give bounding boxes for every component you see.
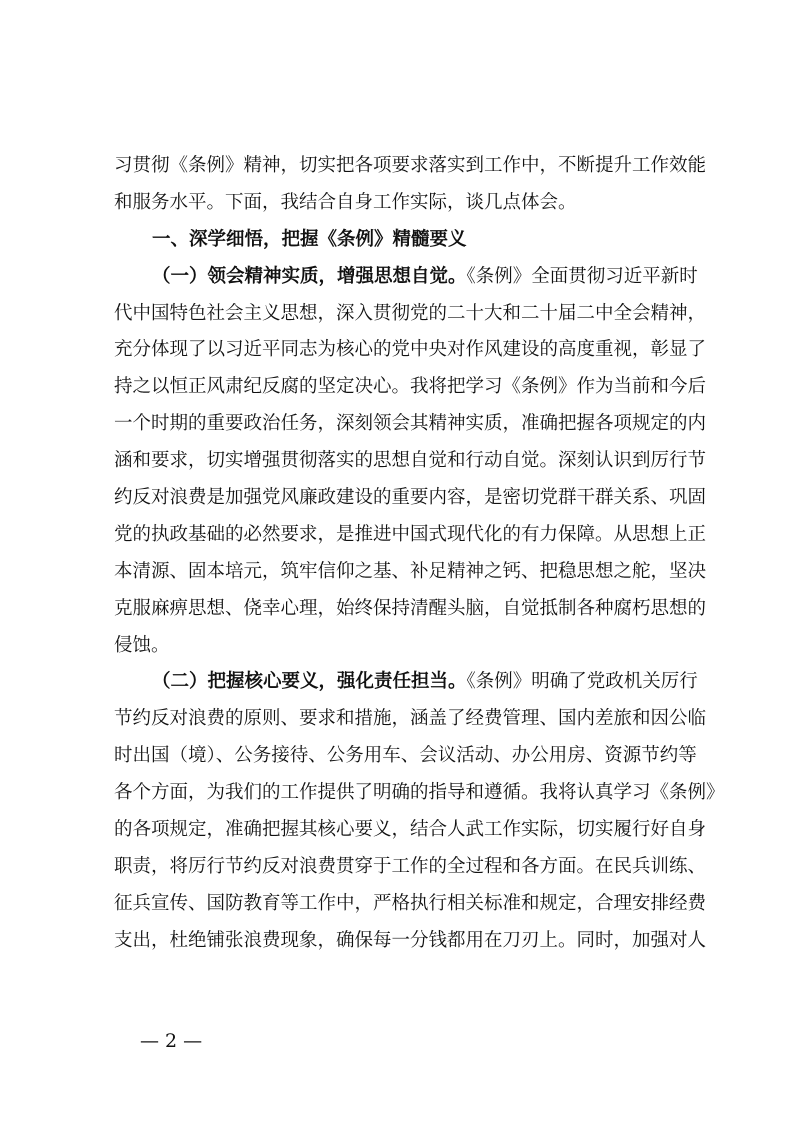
subheading-lead: （二）把握核心要义，强化责任担当。 bbox=[152, 671, 467, 693]
paragraph-2 bbox=[114, 664, 725, 959]
section-heading: 一、深学细悟，把握《条例》精髓要义 bbox=[152, 228, 467, 250]
text-line: 时出国（境）、公务接待、公务用车、会议活动、办公用房、资源节约等 bbox=[114, 745, 697, 767]
text-line: 涵和要求，切实增强贯彻落实的思想自觉和行动自觉。深刻认识到厉行节 bbox=[114, 450, 707, 472]
page-number: — 2 — bbox=[140, 1030, 203, 1052]
text-line bbox=[114, 664, 698, 701]
subheading-lead: （一）领会精神实质，增强思想自觉。 bbox=[152, 265, 467, 287]
text-line: 习贯彻《条例》精神，切实把各项要求落实到工作中，不断提升工作效能 bbox=[114, 155, 707, 176]
text-line: 的各项规定，准确把握其核心要义，结合人武工作实际，切实履行好自身 bbox=[114, 819, 707, 841]
document-body bbox=[114, 148, 725, 960]
text-line: 侵蚀。 bbox=[114, 634, 170, 656]
text-line: 约反对浪费是加强党风廉政建设的重要内容，是密切党群干群关系、巩固 bbox=[114, 487, 707, 509]
text-run: 《条例》明确了党政机关厉行 bbox=[466, 671, 698, 693]
text-line: 各个方面，为我们的工作提供了明确的指导和遵循。我将认真学习《条例》 bbox=[114, 782, 725, 804]
paragraph-1 bbox=[114, 259, 707, 665]
text-line: 一个时期的重要政治任务，深刻领会其精神实质，准确把握各项规定的内 bbox=[114, 413, 707, 435]
text-line: 持之以恒正风肃纪反腐的坚定决心。我将把学习《条例》作为当前和今后 bbox=[114, 376, 707, 398]
text-run: 《条例》全面贯彻习近平新时 bbox=[466, 265, 698, 287]
paragraph-intro bbox=[114, 148, 707, 222]
text-line: 本清源、固本培元，筑牢信仰之基、补足精神之钙、把稳思想之舵，坚决 bbox=[114, 560, 707, 582]
text-line: 充分体现了以习近平同志为核心的党中央对作风建设的高度重视，彰显了 bbox=[114, 339, 707, 361]
text-line: 节约反对浪费的原则、要求和措施，涵盖了经费管理、国内差旅和因公临 bbox=[114, 708, 707, 730]
text-line: 代中国特色社会主义思想，深入贯彻党的二十大和二十届二中全会精神， bbox=[114, 302, 707, 324]
text-line: 征兵宣传、国防教育等工作中，严格执行相关标准和规定，合理安排经费 bbox=[114, 892, 707, 914]
text-line bbox=[114, 259, 698, 296]
text-line: 职责，将厉行节约反对浪费贯穿于工作的全过程和各方面。在民兵训练、 bbox=[114, 855, 707, 877]
text-line: 克服麻痹思想、侥幸心理，始终保持清醒头脑，自觉抵制各种腐朽思想的 bbox=[114, 597, 707, 619]
text-line: 党的执政基础的必然要求，是推进中国式现代化的有力保障。从思想上正 bbox=[114, 523, 707, 545]
text-line: 支出，杜绝铺张浪费现象，确保每一分钱都用在刀刃上。同时，加强对人 bbox=[114, 929, 707, 951]
text-line: 和服务水平。下面，我结合自身工作实际，谈几点体会。 bbox=[114, 191, 577, 213]
